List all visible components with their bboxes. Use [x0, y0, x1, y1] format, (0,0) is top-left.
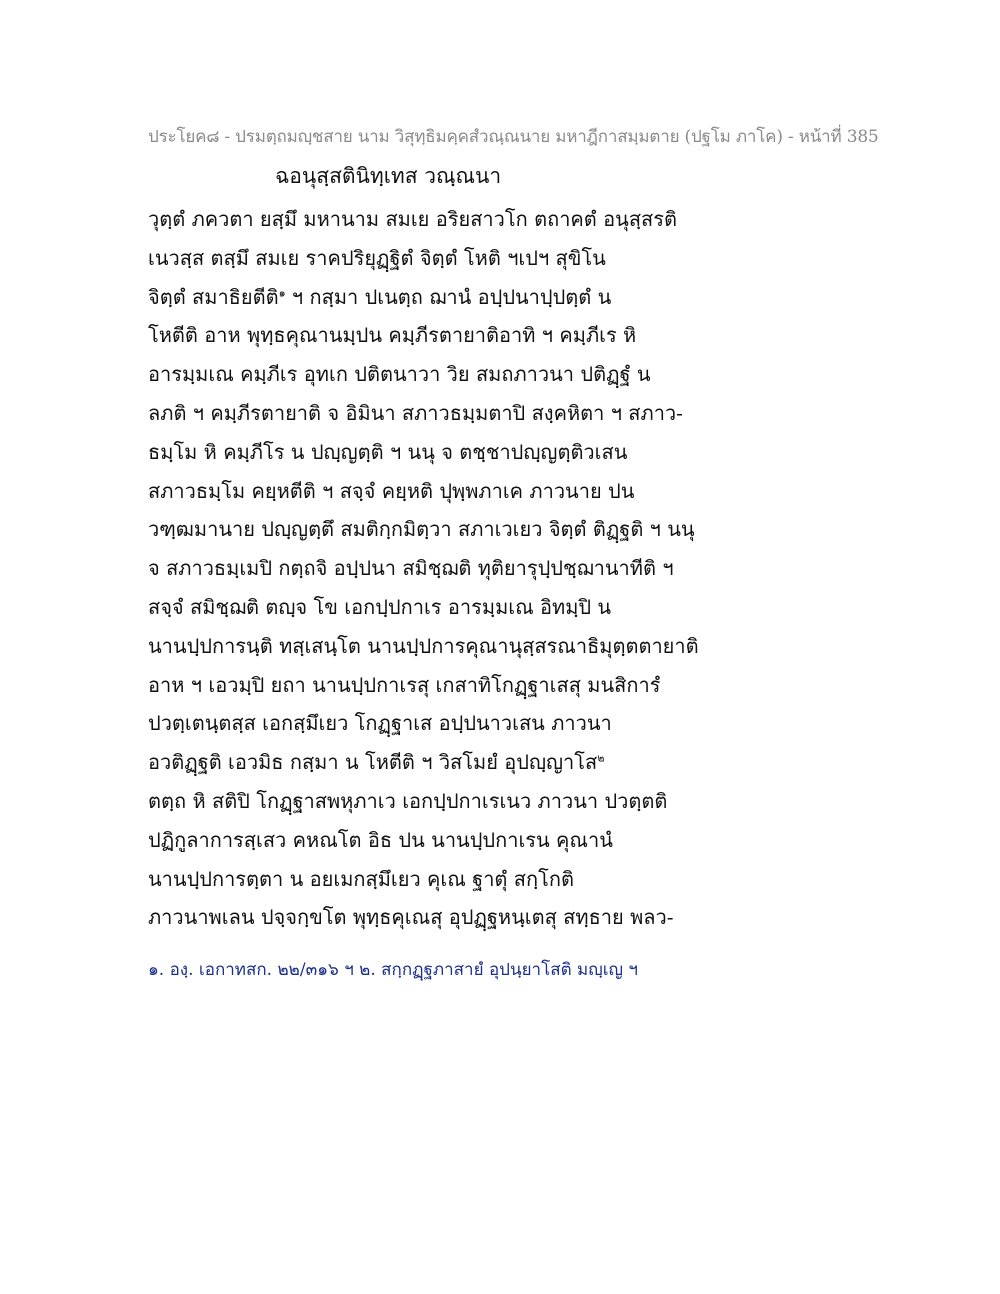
text-line: อาห ฯ เอวมฺปิ ยถา นานปฺปกาเรสุ เกสาทิโกฏฺฐาเสสุ มนสิการํ: [148, 672, 661, 697]
text-line: เนวสฺส ตสฺมึ สมเย ราคปริยุฏฺฐิตํ จิตฺตํ โหติ ฯเปฯ สุขิโน: [148, 245, 606, 270]
text-line: อารมฺมเณ คมฺภีเร อุทเก ปติตนาวา วิย สมถภาวนา ปติฏฺฐํ น: [148, 362, 651, 387]
text-line: ตตฺถ หิ สติปิ โกฏฺฐาสพหุภาเว เอกปฺปกาเรเนว ภาวนา ปวตฺตติ: [148, 788, 668, 813]
text-line: [148, 743, 708, 782]
text-line: ปฏิกูลาการสฺเสว คหณโต อิธ ปน นานปฺปกาเรน คุณานํ: [148, 827, 613, 852]
text-line: สจฺจํ สมิชฺฌติ ตญฺจ โข เอกปฺปกาเร อารมฺมเณ อิทมฺปิ น: [148, 594, 612, 619]
text-line: สภาวธมฺโม คยฺหตีติ ฯ สจฺจํ คยฺหติ ปุพฺพภาเค ภาวนาย ปน: [148, 478, 635, 503]
text-line: ปวตฺเตนฺตสฺส เอกสฺมึเยว โกฏฺฐาเส อปฺปนาวเสน ภาวนา: [148, 711, 612, 736]
text-line-segment: จิตฺตํ สมาธิยตีติ: [148, 284, 279, 309]
text-line: ลภติ ฯ คมฺภีรตายาติ จ อิมินา สภาวธมฺมตาปิ สงฺคหิตา ฯ สภาว-: [148, 400, 683, 425]
text-line: โหตีติ อาห พุทฺธคุณานมฺปน คมฺภีรตายาติอาทิ ฯ คมฺภีเร หิ: [148, 323, 637, 348]
text-line: ธมฺโม หิ คมฺภีโร น ปญฺญตฺติ ฯ นนุ จ ตชฺชาปญฺญตฺติวเสน: [148, 439, 628, 464]
text-line: ภาวนาพเลน ปจฺจกฺขโต พุทฺธคุเณสุ อุปฏฺฐหนฺเตสุ สทฺธาย พลว-: [148, 905, 674, 930]
text-line: วุตฺตํ ภควตา ยสฺมึ มหานาม สมเย อริยสาวโก ตถาคตํ อนุสฺสรติ: [148, 207, 677, 231]
text-line: วฑฺฒมานาย ปญฺญตฺตึ สมติกฺกมิตฺวา สภาเวเยว จิตฺตํ ติฏฺฐติ ฯ นนุ: [148, 517, 695, 542]
text-line-segment: ฯ กสฺมา ปเนตฺถ ฌานํ อปฺปนาปฺปตฺตํ น: [291, 284, 612, 309]
text-line-segment: อวติฏฺฐติ เอวมิธ กสฺมา น โหตีติ ฯ วิสโมยํ อุปญฺญาโส: [148, 750, 598, 775]
text-line: นานปฺปการตฺตา น อยเมกสฺมึเยว คุเณ ฐาตุํ สกฺโกติ: [148, 866, 574, 891]
text-line: จ สภาวธมฺเมปิ กตฺถจิ อปฺปนา สมิชฺฌติ ทุติยารุปฺปชฺฌานาทีติ ฯ: [148, 556, 674, 581]
footnote: ๑. องฺ. เอกาทสก. ๒๒/๓๑๖ ฯ ๒. สกฺกฏฺฐภาสายํ อุปนฺยาโสติ มญฺเญ ฯ: [148, 960, 638, 980]
footnote-marker: ๑: [278, 285, 286, 299]
footnote-marker: ๒: [597, 751, 605, 765]
text-line: [148, 278, 708, 317]
page-header: ประโยค๘ - ปรมตฺถมญฺชสาย นาม วิสุทฺธิมคฺคสํวณฺณนาย มหาฎีกาสมฺมตาย (ปฐโม ภาโค) - หน้าที่ 385: [148, 127, 879, 147]
text-line: นานปฺปการนฺติ ทสฺเสนฺโต นานปฺปการคุณานุสฺสรณาธิมุตฺตตายาติ: [148, 633, 699, 658]
section-title: ฉอนุสฺสตินิทฺเทส วณฺณนา: [275, 164, 502, 188]
body-text: [148, 200, 708, 937]
